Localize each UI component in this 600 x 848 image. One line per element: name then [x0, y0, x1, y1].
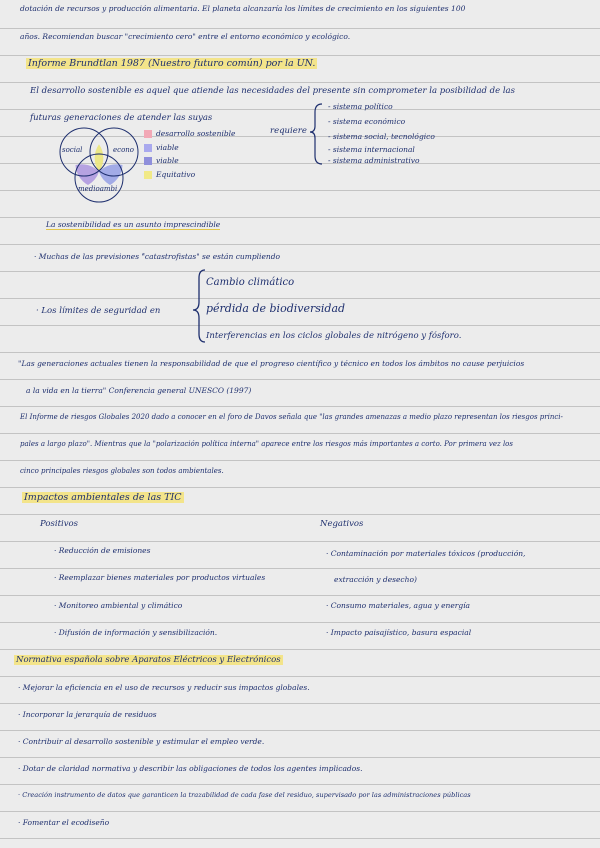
- venn-circle-medioambiente: [75, 154, 123, 202]
- normativa-item: · Fomentar el ecodiseño: [18, 818, 110, 827]
- brundtland-heading: Informe Brundtlan 1987 (Nuestro futuro común) por la UN.: [28, 58, 316, 69]
- intro-line-2: años. Recomiendan buscar "crecimiento cero" entre el entorno económico y ecológico.: [20, 32, 351, 41]
- intro-line-1: dotación de recursos y producción alimentaria. El planeta alcanzaría los límites de crecimiento en los siguientes 100: [20, 4, 466, 13]
- legend-item: viable: [144, 156, 179, 165]
- requisito-item: - sistema político: [328, 102, 393, 111]
- normativa-item: · Incorporar la jerarquía de residuos: [18, 710, 157, 719]
- unesco-quote-line-2: a la vida en la tierra" Conferencia general UNESCO (1997): [26, 386, 252, 395]
- negativo-item: extracción y desecho): [334, 575, 417, 584]
- legend-item: desarrollo sostenible: [144, 129, 235, 138]
- legend-item: Equitativo: [144, 170, 195, 179]
- sostenibilidad-heading: La sostenibilidad es un asunto imprescindible: [46, 220, 221, 229]
- venn-overlap-social-medio: [76, 164, 100, 185]
- legend-swatch: [144, 130, 152, 138]
- requisito-item: - sistema administrativo: [328, 156, 420, 165]
- normativa-item: · Dotar de claridad normativa y describir las obligaciones de todos los agentes implicados.: [18, 764, 363, 773]
- venn-overlap-social-econo: [95, 144, 104, 172]
- negativos-label: Negativos: [320, 519, 364, 529]
- venn-label-medioambiente: medioambi: [78, 185, 118, 193]
- requisito-item: - sistema económico: [328, 117, 406, 126]
- normativa-item: · Creación instrumento de datos que garanticen la trazabilidad de cada fase del residuo, supervisado por las administraciones públicas: [18, 791, 471, 799]
- riesgos-line-1: El Informe de riesgos Globales 2020 dado a conocer en el foro de Davos señala que "las grandes amenazas a medio plazo representan los riesgos princi-: [20, 413, 563, 421]
- limite-item: Cambio climático: [206, 277, 295, 288]
- limite-item: pérdida de biodiversidad: [206, 302, 346, 315]
- sostenibilidad-bullet: · Muchas de las previsiones "́catastrofistas" se están cumpliendo: [34, 252, 281, 261]
- unesco-quote-line-1: "Las generaciones actuales tienen la responsabilidad de que el progreso científico y técnico en todos los ámbitos no cause perjuicios: [18, 359, 525, 368]
- positivo-item: · Reemplazar bienes materiales por productos virtuales: [54, 573, 266, 582]
- venn-circle-econo: [90, 128, 138, 176]
- legend-item: viable: [144, 143, 179, 152]
- positivo-item: · Monitoreo ambiental y climático: [54, 601, 183, 610]
- negativo-item: · Consumo materiales, agua y energía: [326, 601, 471, 610]
- venn-circle-social: [60, 128, 108, 176]
- venn-overlap-econo-medio: [99, 164, 123, 185]
- negativo-item: · Impacto paisajístico, basura espacial: [326, 628, 472, 637]
- limites-label: · Los límites de seguridad en: [36, 306, 161, 316]
- riesgos-line-3: cinco principales riesgos globales son todos ambientales.: [20, 467, 224, 475]
- venn-label-social: social: [62, 146, 83, 154]
- requisito-item: - sistema social, tecnológico: [328, 132, 435, 141]
- positivo-item: · Difusión de información y sensibilización.: [54, 628, 218, 637]
- brundtland-definition-2: futuras generaciones de atender las suyas: [30, 113, 213, 123]
- legend-swatch: [144, 171, 152, 179]
- legend-swatch: [144, 144, 152, 152]
- venn-label-econo: econo: [113, 146, 134, 154]
- normativa-item: · Contribuir al desarrollo sostenible y estimular el empleo verde.: [18, 737, 265, 746]
- positivos-label: Positivos: [40, 519, 78, 529]
- limite-item: Interferencias en los ciclos globales de nitrógeno y fósforo.: [206, 331, 462, 341]
- normativa-item: · Mejorar la eficiencia en el uso de recursos y reducir sus impactos globales.: [18, 683, 310, 692]
- requiere-label: requiere: [270, 126, 307, 136]
- normativa-heading: Normativa española sobre Aparatos Eléctricos y Electrónicos: [16, 655, 281, 665]
- positivo-item: · Reducción de emisiones: [54, 546, 151, 555]
- legend-swatch: [144, 157, 152, 165]
- negativo-item: · Contaminación por materiales tóxicos (producción,: [326, 549, 526, 558]
- requisito-item: - sistema internacional: [328, 145, 415, 154]
- impactos-heading: Impactos ambientales de las TIC: [24, 492, 182, 503]
- brundtland-definition-1: El desarrollo sostenible es aquel que atiende las necesidades del presente sin comprometer la posibilidad de las: [30, 86, 515, 96]
- riesgos-line-2: pales a largo plazo". Mientras que la "polarización política interna" aparece entre los riesgos más importantes a corto. Por primera vez los: [20, 440, 513, 448]
